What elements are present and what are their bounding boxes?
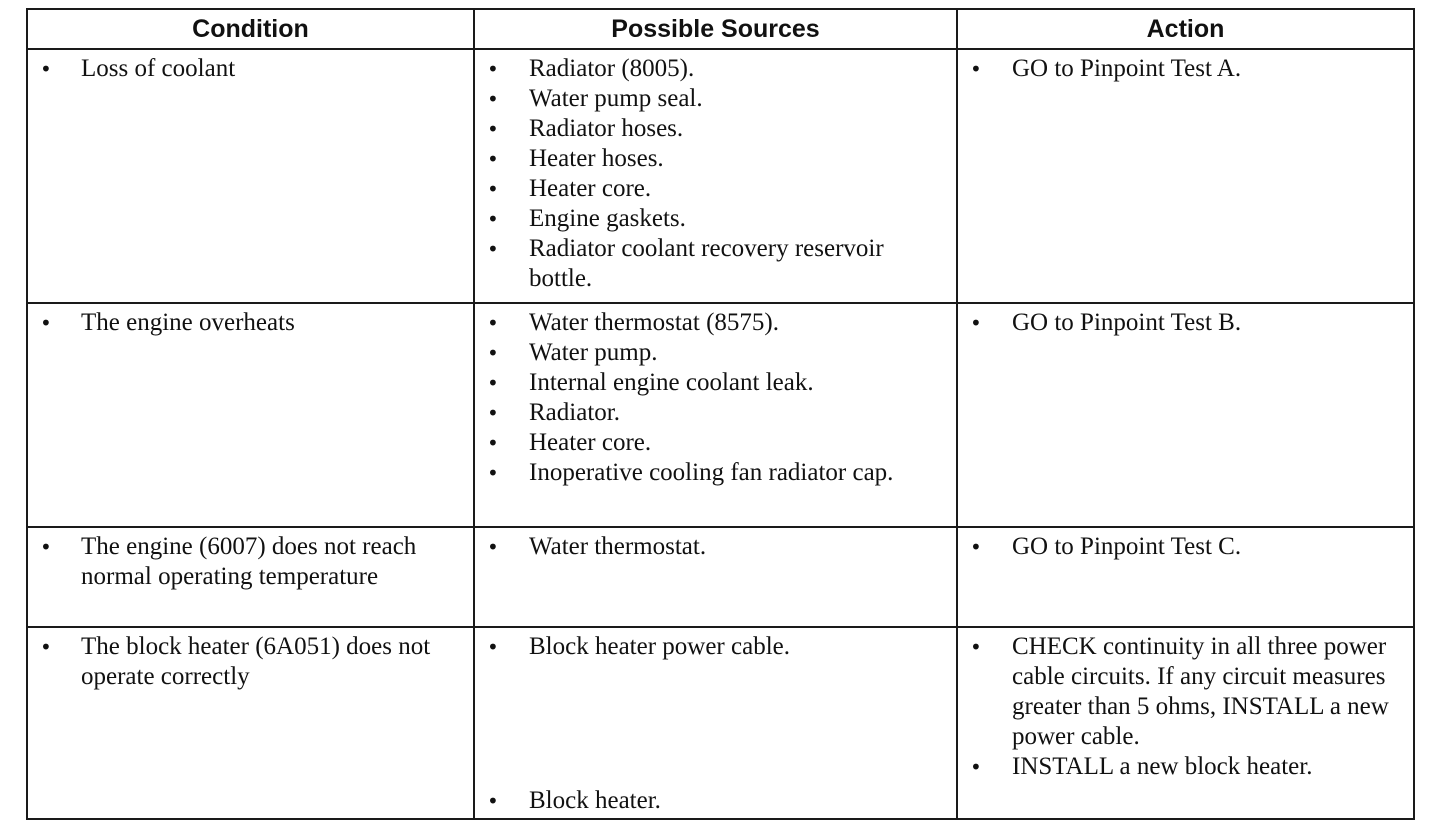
source-item: • Water pump seal. (483, 84, 948, 114)
condition-header: Condition (27, 9, 474, 49)
condition-item: • Loss of coolant (36, 54, 465, 84)
diagnosis-table (26, 8, 1415, 820)
source-item: • Heater core. (483, 428, 948, 458)
action-item: • GO to Pinpoint Test C. (966, 532, 1405, 562)
sources-cell (474, 527, 957, 627)
source-item: • Heater hoses. (483, 144, 948, 174)
source-item: • Engine gaskets. (483, 204, 948, 234)
table-row (27, 303, 1414, 527)
sources-cell (474, 49, 957, 303)
action-item: • INSTALL a new block heater. (966, 752, 1405, 782)
condition-item: • The block heater (6A051) does not operate correctly (36, 632, 465, 692)
table-row (27, 527, 1414, 627)
possible-sources-header: Possible Sources (474, 9, 957, 49)
condition-cell (27, 627, 474, 819)
condition-cell (27, 527, 474, 627)
action-cell (957, 627, 1414, 819)
condition-item: • The engine overheats (36, 308, 465, 338)
sources-cell (474, 627, 957, 819)
action-cell (957, 303, 1414, 527)
source-item: • Radiator hoses. (483, 114, 948, 144)
condition-cell (27, 303, 474, 527)
source-item: • Inoperative cooling fan radiator cap. (483, 458, 948, 488)
source-item: • Internal engine coolant leak. (483, 368, 948, 398)
table-row (27, 49, 1414, 303)
source-item: • Radiator coolant recovery reservoir bottle. (483, 234, 948, 294)
table-row (27, 627, 1414, 819)
action-cell (957, 527, 1414, 627)
source-item: • Block heater power cable. (483, 632, 948, 662)
source-item: • Block heater. (483, 786, 948, 816)
source-item: • Water pump. (483, 338, 948, 368)
source-item: • Radiator. (483, 398, 948, 428)
condition-item: • The engine (6007) does not reach normal operating temperature (36, 532, 465, 592)
source-item: • Heater core. (483, 174, 948, 204)
header-row (27, 9, 1414, 49)
action-item: • GO to Pinpoint Test B. (966, 308, 1405, 338)
action-header: Action (957, 9, 1414, 49)
source-item: • Radiator (8005). (483, 54, 948, 84)
sources-cell (474, 303, 957, 527)
action-item: • GO to Pinpoint Test A. (966, 54, 1405, 84)
source-item: • Water thermostat (8575). (483, 308, 948, 338)
action-cell (957, 49, 1414, 303)
action-item: • CHECK continuity in all three power cable circuits. If any circuit measures greater than 5 ohms, INSTALL a new power cable. (966, 632, 1405, 752)
condition-cell (27, 49, 474, 303)
source-item: • Water thermostat. (483, 532, 948, 562)
